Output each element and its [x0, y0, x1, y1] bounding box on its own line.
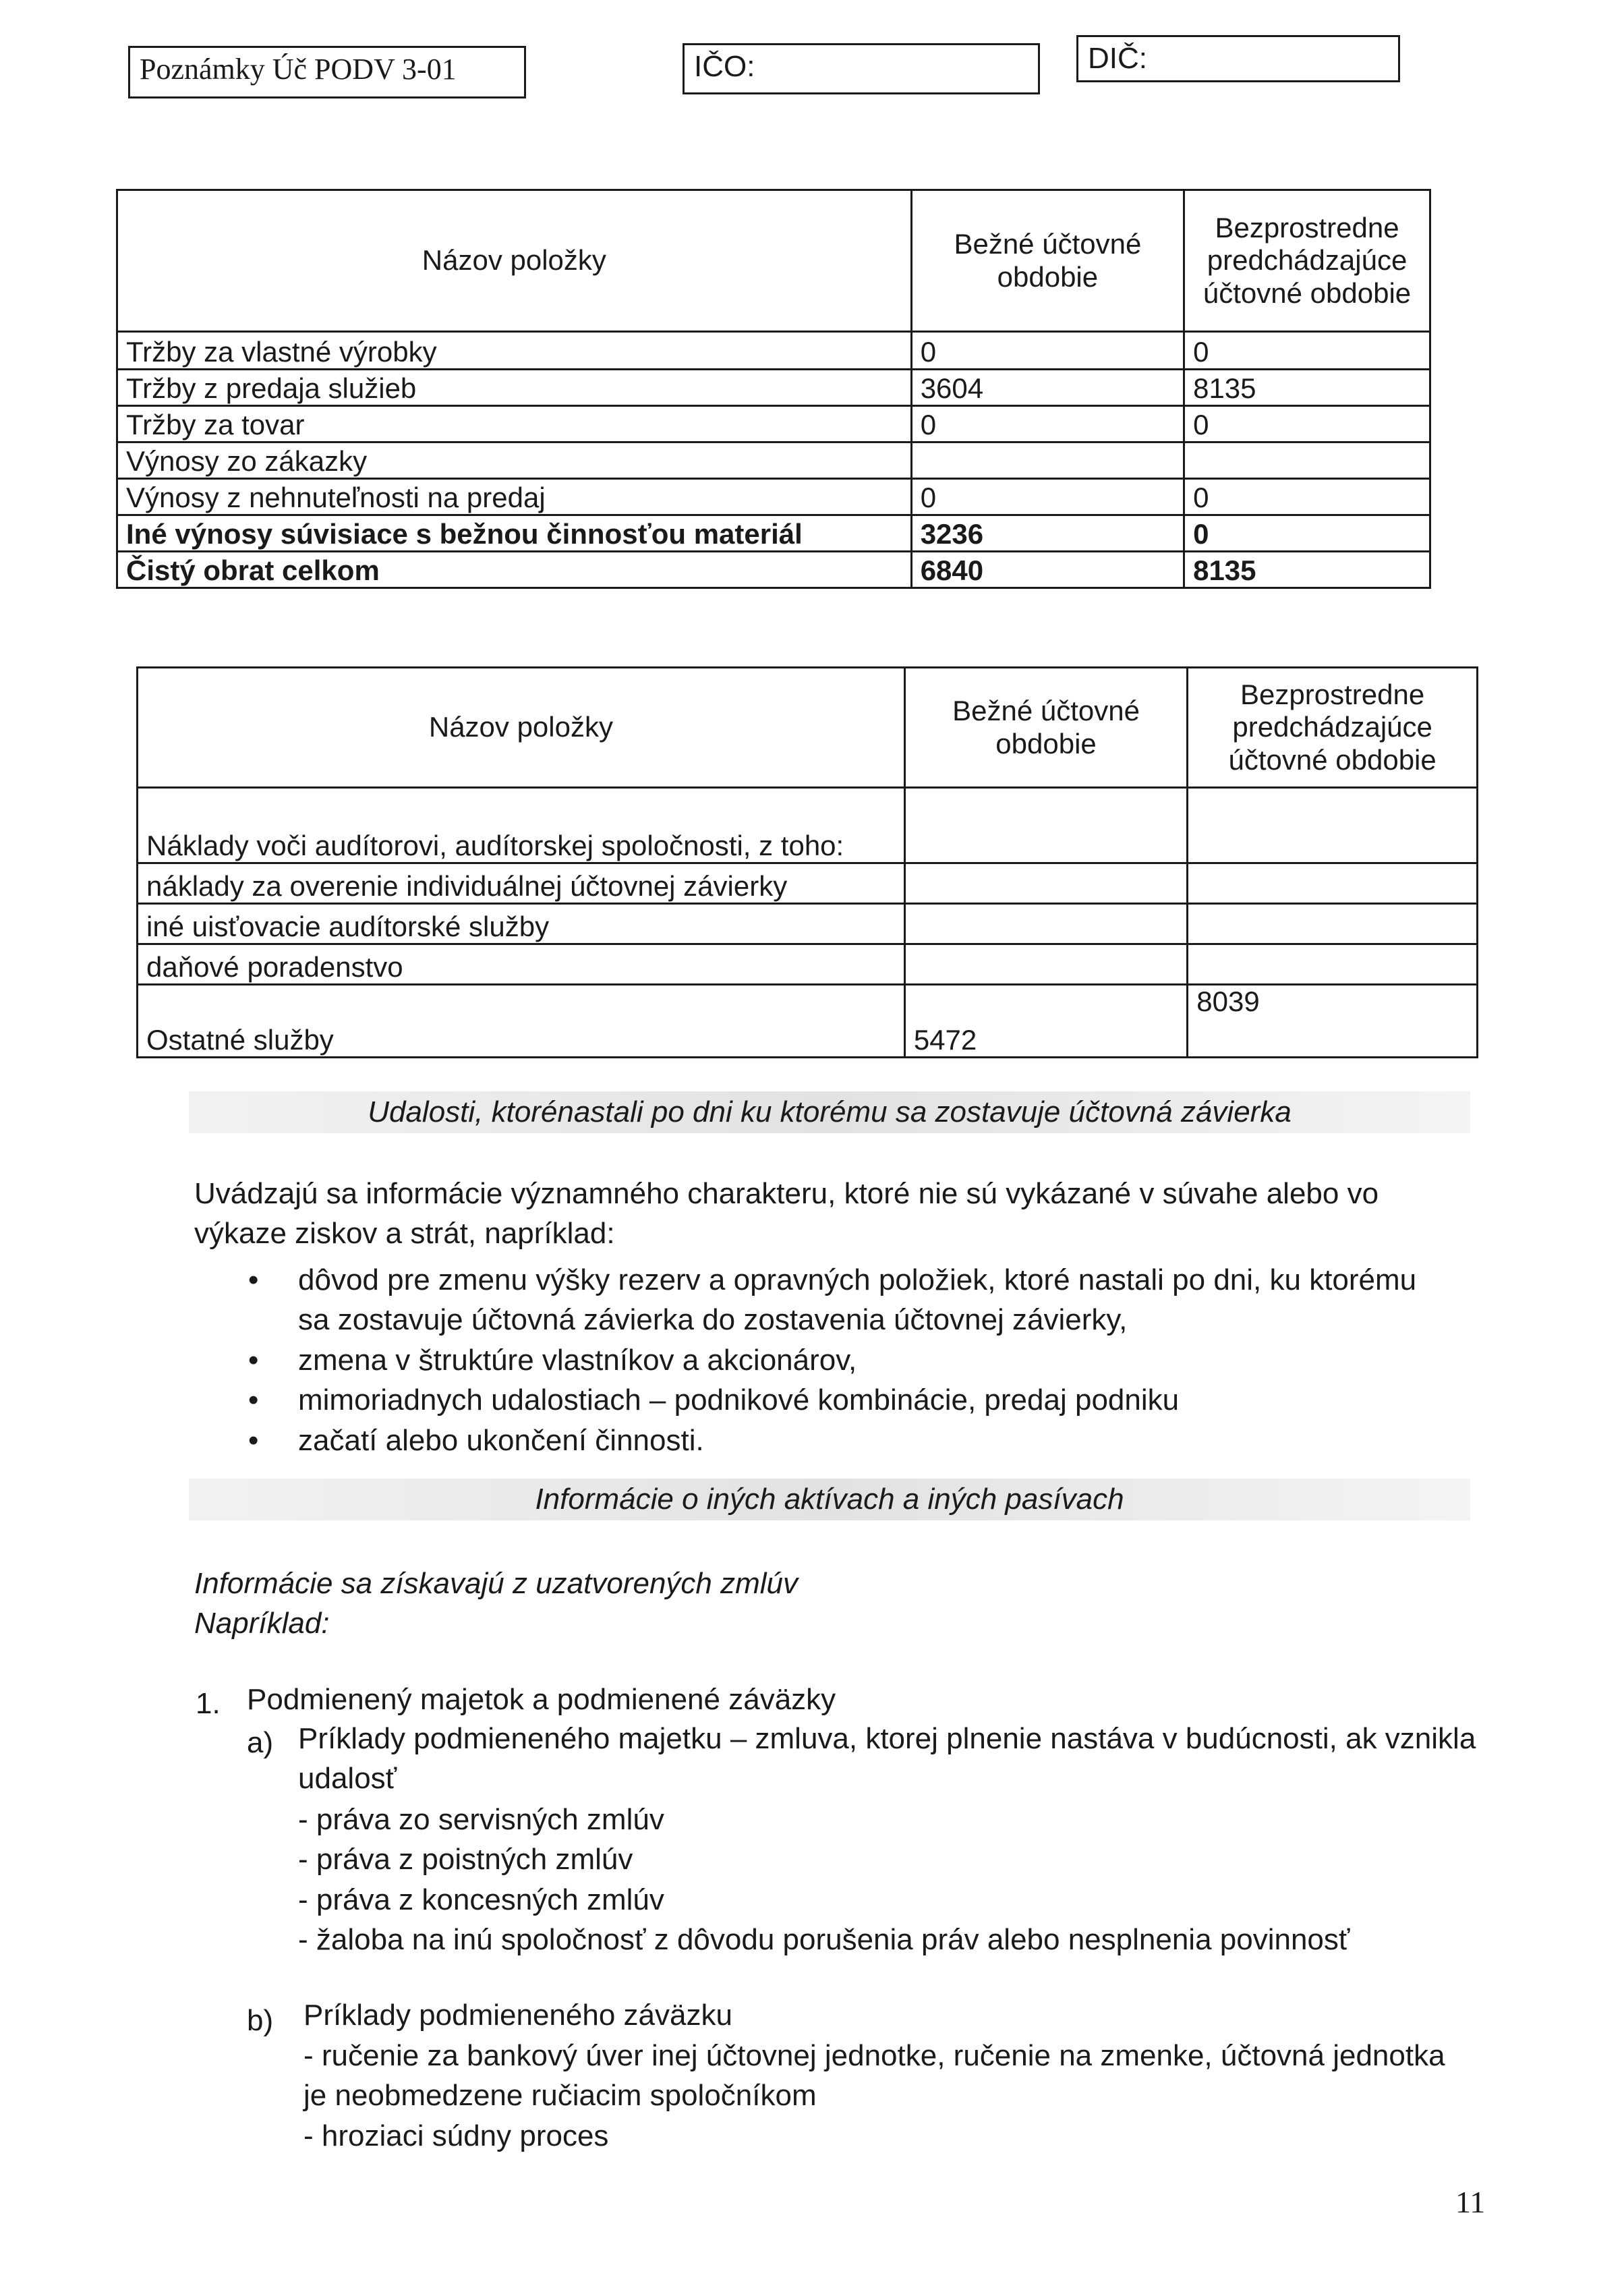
column-header-item-name: Názov položky: [138, 668, 905, 788]
services-table-header: [138, 668, 1478, 788]
row-item-name: Tržby z predaja služieb: [117, 370, 912, 406]
section-title: Udalosti, ktorénastali po dni ku ktorému sa zostavuje účtovná závierka: [368, 1095, 1292, 1128]
list-item: • dôvod pre zmenu výšky rezerv a opravných položiek, ktoré nastali po dni, ku ktorému sa zostavuje účtovná závierka do zostavenia účtovnej závierky,: [298, 1260, 1445, 1340]
row-item-name: Iné výnosy súvisiace s bežnou činnosťou materiál: [117, 515, 912, 552]
section-banner-other-assets: [189, 1479, 1470, 1520]
document-label-box: [128, 46, 526, 98]
list-item: - hroziaci súdny proces: [303, 2119, 609, 2152]
row-item-name: Náklady voči audítorovi, audítorskej spoločnosti, z toho:: [138, 788, 905, 863]
table-row: [117, 406, 1430, 442]
row-item-name: Výnosy z nehnuteľnosti na predaj: [117, 479, 912, 515]
ico-field: [683, 43, 1040, 94]
row-item-name: Ostatné služby: [138, 985, 905, 1058]
section1-bullet-list: [298, 1260, 1445, 1460]
table-row: [117, 515, 1430, 552]
table-row: [138, 863, 1478, 904]
column-header-item-name: Názov položky: [117, 190, 912, 332]
row-previous-value: [1188, 904, 1478, 944]
list-item: - práva z poistných zmlúv: [298, 1843, 633, 1877]
row-item-name: iné uisťovacie audítorské služby: [138, 904, 905, 944]
row-previous-value: [1184, 442, 1430, 479]
intro-line: Napríklad:: [194, 1607, 330, 1640]
row-current-value: [904, 863, 1187, 904]
row-previous-value: 0: [1184, 479, 1430, 515]
column-header-current-period: Bežné účtovné obdobie: [911, 190, 1184, 332]
row-previous-value: 0: [1184, 332, 1430, 370]
revenue-table: [116, 189, 1431, 589]
section-banner-subsequent-events: [189, 1091, 1470, 1133]
row-current-value: 0: [911, 332, 1184, 370]
row-previous-value: [1188, 863, 1478, 904]
row-item-name: daňové poradenstvo: [138, 944, 905, 985]
table-row: [138, 944, 1478, 985]
row-item-name: náklady za overenie individuálnej účtovnej závierky: [138, 863, 905, 904]
list-item: - práva z koncesných zmlúv: [298, 1883, 664, 1916]
row-current-value: [904, 944, 1187, 985]
section2-intro: [194, 1564, 1408, 1644]
ico-label: IČO:: [694, 50, 755, 83]
row-current-value: 3236: [911, 515, 1184, 552]
row-item-name: Čistý obrat celkom: [117, 552, 912, 588]
item-b-list: [303, 2036, 1463, 2156]
row-item-name: Tržby za tovar: [117, 406, 912, 442]
row-current-value: 5472: [904, 985, 1187, 1058]
page-number: 11: [1455, 2185, 1486, 2219]
list-item: • zmena v štruktúre vlastníkov a akcionárov,: [298, 1340, 1445, 1380]
table-row: [117, 332, 1430, 370]
row-current-value: 6840: [911, 552, 1184, 588]
item-a-list: [298, 1800, 1485, 1960]
list-item: - žaloba na inú spoločnosť z dôvodu porušenia práv alebo nesplnenia povinnosť: [298, 1923, 1350, 1957]
document-label: Poznámky Úč PODV 3-01: [140, 53, 457, 86]
section1-intro: Uvádzajú sa informácie významného charakteru, ktoré nie sú vykázané v súvahe alebo vo výkaze ziskov a strát, napríklad:: [194, 1177, 1379, 1251]
row-current-value: 0: [911, 479, 1184, 515]
row-current-value: [904, 788, 1187, 863]
row-previous-value: 0: [1184, 406, 1430, 442]
row-previous-value: 8039: [1188, 985, 1478, 1058]
list-item: - práva zo servisných zmlúv: [298, 1803, 664, 1836]
revenue-table-header: [117, 190, 1430, 332]
row-previous-value: 8135: [1184, 552, 1430, 588]
section-title: Informácie o iných aktívach a iných pasívach: [535, 1483, 1124, 1516]
list-item: - ručenie za bankový úver inej účtovnej jednotke, ručenie na zmenke, účtovná jednotka je neobmedzene ručiacim spoločníkom: [303, 2039, 1445, 2113]
row-current-value: [911, 442, 1184, 479]
table-row: [138, 788, 1478, 863]
services-table: [136, 666, 1478, 1058]
item-a-text: Príklady podmieneného majetku – zmluva, ktorej plnenie nastáva v budúcnosti, ak vznikla udalosť: [298, 1722, 1476, 1796]
row-current-value: [904, 904, 1187, 944]
table-row: [117, 442, 1430, 479]
table-row: [117, 370, 1430, 406]
dic-label: DIČ:: [1088, 42, 1147, 75]
row-previous-value: 0: [1184, 515, 1430, 552]
column-header-previous-period: Bezprostredne predchádzajúce účtovné obdobie: [1188, 668, 1478, 788]
dic-field: [1076, 35, 1400, 82]
item1-title: Podmienený majetok a podmienené záväzky: [247, 1683, 836, 1716]
table-row: [117, 479, 1430, 515]
row-current-value: 3604: [911, 370, 1184, 406]
row-previous-value: [1188, 944, 1478, 985]
row-item-name: Výnosy zo zákazky: [117, 442, 912, 479]
table-row: [117, 552, 1430, 588]
table-row: [138, 904, 1478, 944]
row-previous-value: 8135: [1184, 370, 1430, 406]
item1-number: 1.: [196, 1687, 221, 1720]
item-b-text: Príklady podmieneného záväzku: [303, 1999, 732, 2032]
item-a-label: a): [247, 1726, 274, 1759]
intro-line: Informácie sa získavajú z uzatvorených zmlúv: [194, 1567, 799, 1600]
list-item: • mimoriadnych udalostiach – podnikové kombinácie, predaj podniku: [298, 1380, 1445, 1420]
column-header-previous-period: Bezprostredne predchádzajúce účtovné obdobie: [1184, 190, 1430, 332]
row-current-value: 0: [911, 406, 1184, 442]
row-previous-value: [1188, 788, 1478, 863]
table-row: [138, 985, 1478, 1058]
item-b-label: b): [247, 2004, 274, 2037]
list-item: • začatí alebo ukončení činnosti.: [298, 1421, 1445, 1460]
row-item-name: Tržby za vlastné výrobky: [117, 332, 912, 370]
column-header-current-period: Bežné účtovné obdobie: [904, 668, 1187, 788]
